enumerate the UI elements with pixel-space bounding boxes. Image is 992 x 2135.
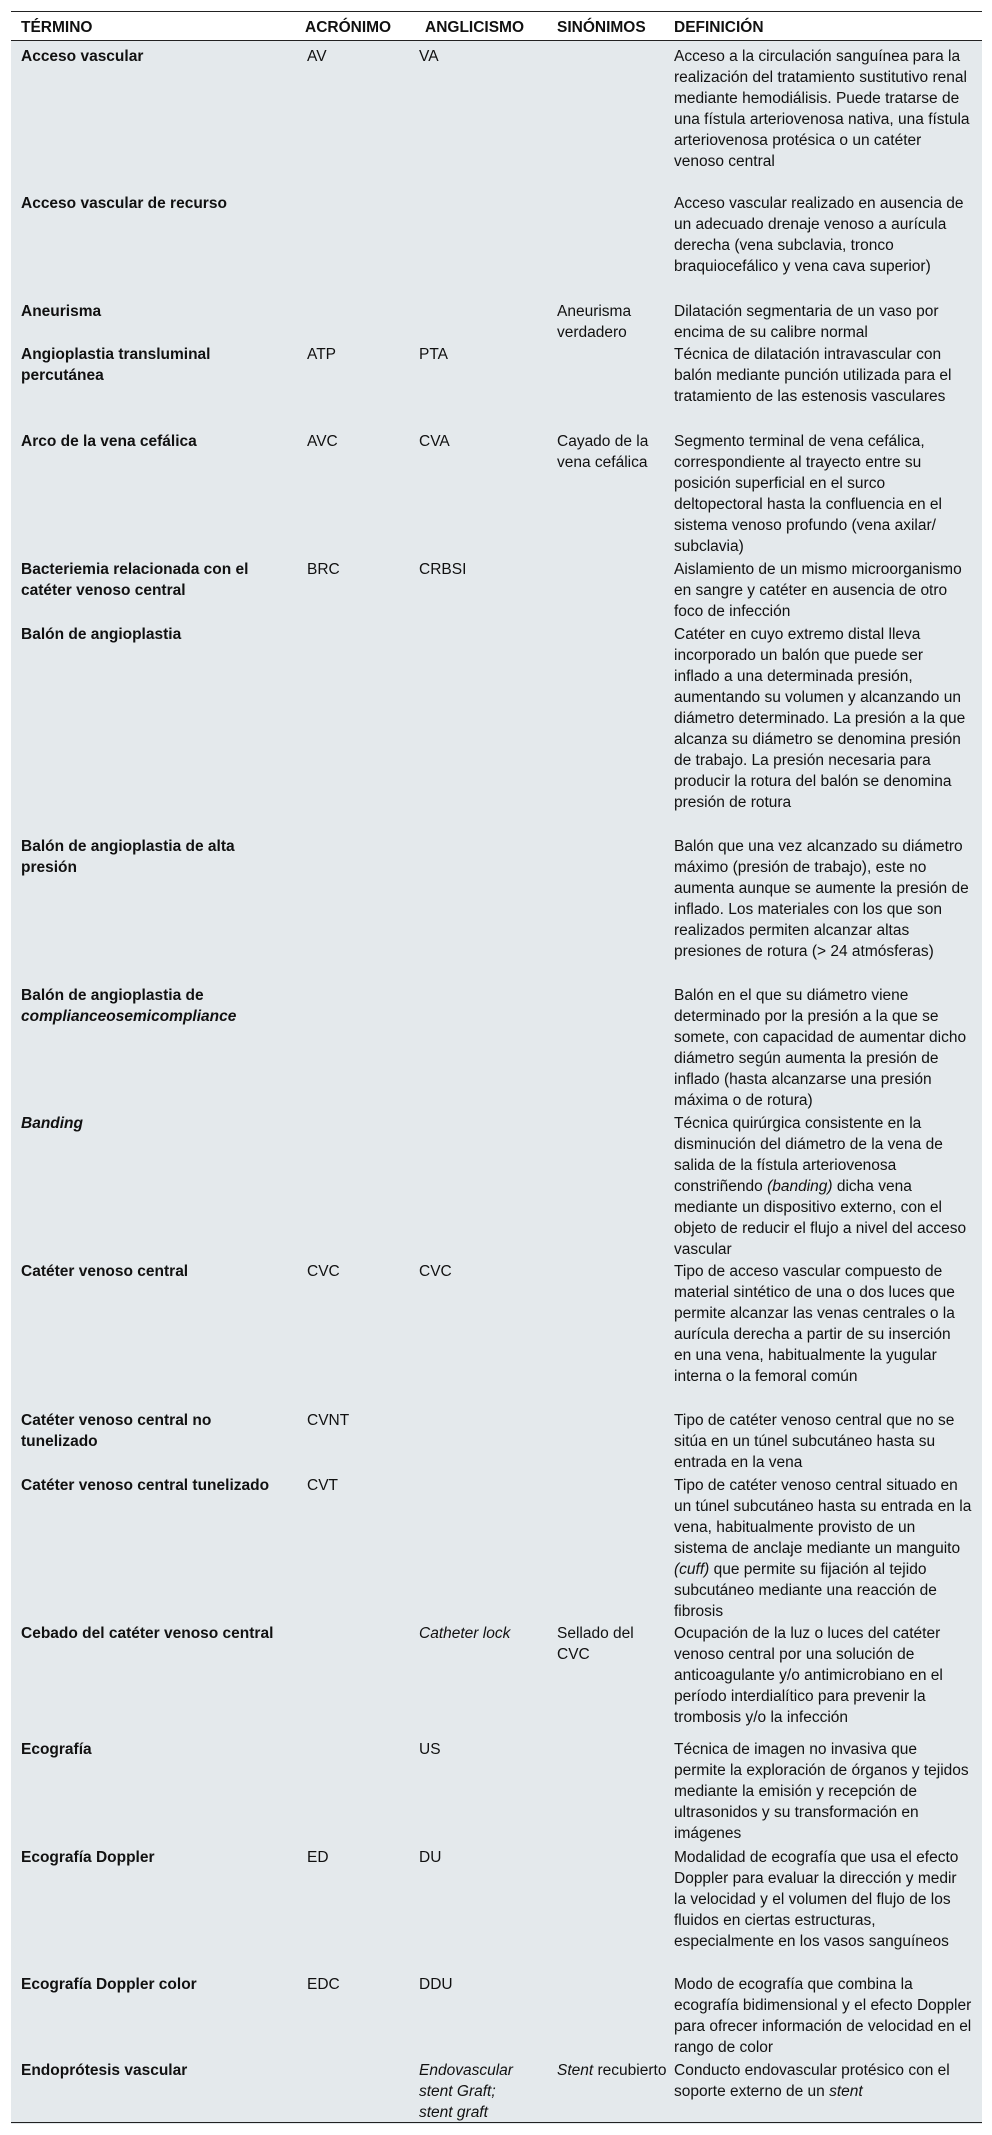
table-header — [11, 11, 982, 41]
term-cell: Bacteriemia relacionada con el catéter venoso central — [21, 561, 249, 599]
definition-cell: Dilatación segmentaria de un vaso por encima de su calibre normal — [674, 303, 939, 341]
anglicism-cell: Endovascular stent Graft; stent graft — [419, 2062, 513, 2121]
definition-cell: Catéter en cuyo extremo distal lleva incorporado un balón que puede ser inflado a una determinada presión, aumentando su volumen y alcanzando un diámetro determinado. La presión a la que alcanza su diámetro se denomina presión de trabajo. La presión necesaria para producir la rotura del balón se denomina presión de rotura — [674, 626, 966, 811]
term-part: o — [106, 1008, 116, 1025]
definition-cell: Acceso a la circulación sanguínea para la realización del tratamiento sustitutivo renal mediante hemodiálisis. Puede tratarse de una fístula arteriovenosa nativa, una fístula arteriovenosa protésica o un catéter venoso central — [674, 48, 970, 170]
anglicism-cell: VA — [419, 48, 439, 65]
term-cell: Cebado del catéter venoso central — [21, 1625, 274, 1642]
term-cell: Catéter venoso central — [21, 1263, 189, 1280]
header-synonyms: SINÓNIMOS — [557, 19, 646, 36]
acronym-cell: CVC — [307, 1263, 340, 1280]
synonyms-cell: Sellado del CVC — [557, 1625, 634, 1663]
acronym-cell: AVC — [307, 433, 338, 450]
definition-part: stent — [829, 2083, 863, 2100]
definition-cell: Ocupación de la luz o luces del catéter venoso central por una solución de anticoagulante y/o antimicrobiano en el período interdialítico para prevenir la trombosis y/o la infección — [674, 1625, 943, 1726]
anglicism-cell: Catheter lock — [419, 1625, 511, 1642]
anglicism-cell: CVA — [419, 433, 450, 450]
acronym-cell: CVT — [307, 1477, 338, 1494]
definition-part: dicha vena mediante un dispositivo externo, con el objeto de reducir el flujo a nivel del acceso vascular — [674, 1178, 967, 1258]
definition-cell — [674, 1113, 972, 1260]
definition-cell: Técnica de dilatación intravascular con balón mediante punción utilizada para el tratamiento de las estenosis vasculares — [674, 346, 952, 405]
term-cell: Ecografía — [21, 1741, 92, 1758]
anglicism-cell: DDU — [419, 1976, 453, 1993]
definition-cell: Balón que una vez alcanzado su diámetro máximo (presión de trabajo), este no aumenta aunque se aumente la presión de inflado. Los materiales con los que son realizados permiten alcanzar altas presiones de rotura (> 24 atmósferas) — [674, 838, 969, 960]
definition-part: (banding) — [767, 1178, 833, 1195]
header-definition: DEFINICIÓN — [674, 19, 764, 36]
term-cell: Aneurisma — [21, 303, 102, 320]
definition-cell — [674, 1475, 972, 1622]
term-cell: Acceso vascular de recurso — [21, 195, 227, 212]
definition-cell — [674, 2060, 972, 2102]
term-cell: Catéter venoso central no tunelizado — [21, 1412, 212, 1450]
synonyms-cell: Cayado de la vena cefálica — [557, 433, 649, 471]
header-anglicism: ANGLICISMO — [425, 19, 525, 36]
definition-part: Tipo de catéter venoso central situado en un túnel subcutáneo hasta su entrada en la vena, habitualmente provisto de un sistema de anclaje mediante un manguito — [674, 1477, 972, 1557]
term-cell: Acceso vascular — [21, 48, 144, 65]
definition-cell: Técnica de imagen no invasiva que permite la exploración de órganos y tejidos mediante la emisión y recepción de ultrasonidos y su transformación en imágenes — [674, 1741, 969, 1842]
definition-cell: Aislamiento de un mismo microorganismo en sangre y catéter en ausencia de otro foco de infección — [674, 561, 962, 620]
term-cell: Arco de la vena cefálica — [21, 433, 197, 450]
acronym-cell: ED — [307, 1849, 329, 1866]
anglicism-cell: DU — [419, 1849, 442, 1866]
synonyms-cell: Aneurisma verdadero — [557, 303, 632, 341]
definition-cell: Modalidad de ecografía que usa el efecto Doppler para evaluar la dirección y medir la velocidad y el volumen del flujo de los fluidos en ciertas estructuras, especialmente en los vasos sanguíneos — [674, 1849, 959, 1950]
term-cell: Endoprótesis vascular — [21, 2062, 188, 2079]
definition-part: (cuff) — [674, 1561, 710, 1578]
definition-cell: Balón en el que su diámetro viene determinado por la presión a la que se somete, con capacidad de aumentar dicho diámetro según aumenta la presión de inflado (hasta alcanzarse una presión máxima o de rotura) — [674, 987, 967, 1109]
term-cell — [21, 985, 286, 1027]
header-term: TÉRMINO — [21, 19, 93, 36]
term-cell: Balón de angioplastia de alta presión — [21, 838, 235, 876]
synonyms-part: Stent — [557, 2062, 594, 2079]
acronym-cell: BRC — [307, 561, 340, 578]
acronym-cell: AV — [307, 48, 327, 65]
synonyms-part: recubierto — [593, 2062, 667, 2079]
acronym-cell: CVNT — [307, 1412, 350, 1429]
glossary-table — [11, 11, 982, 2124]
table-bottom-rule — [11, 2122, 982, 2123]
term-cell: Ecografía Doppler — [21, 1849, 155, 1866]
term-cell: Ecografía Doppler color — [21, 1976, 197, 1993]
term-part: compliance — [21, 1008, 107, 1025]
definition-cell: Tipo de catéter venoso central que no se sitúa en un túnel subcutáneo hasta su entrada en la vena — [674, 1412, 955, 1471]
anglicism-cell: CVC — [419, 1263, 452, 1280]
definition-part: Conducto endovascular protésico con el soporte externo de un — [674, 2062, 950, 2100]
acronym-cell: EDC — [307, 1976, 340, 1993]
acronym-cell: ATP — [307, 346, 336, 363]
term-cell: Catéter venoso central tunelizado — [21, 1477, 270, 1494]
definition-cell: Segmento terminal de vena cefálica, correspondiente al trayecto entre su posición superficial en el surco deltopectoral hasta la confluencia en el sistema venoso profundo (vena axilar/ subclavia) — [674, 433, 942, 555]
definition-cell: Modo de ecografía que combina la ecografía bidimensional y el efecto Doppler para ofrecer información de velocidad en el rango de color — [674, 1976, 972, 2056]
term-cell: Balón de angioplastia — [21, 626, 182, 643]
header-acronym: ACRÓNIMO — [305, 19, 392, 36]
definition-cell: Acceso vascular realizado en ausencia de un adecuado drenaje venoso a aurícula derecha (vena subclavia, tronco braquiocefálico y vena cava superior) — [674, 195, 964, 275]
definition-part: que permite su fijación al tejido subcutáneo mediante una reacción de fibrosis — [674, 1561, 937, 1620]
term-cell: Angioplastia transluminal percutánea — [21, 346, 211, 384]
definition-cell: Tipo de acceso vascular compuesto de material sintético de una o dos luces que permite alcanzar las venas centrales o la aurícula derecha a partir de su inserción en una vena, habitualmente la yugular interna o la femoral común — [674, 1263, 955, 1385]
term-cell: Banding — [21, 1115, 83, 1132]
term-part: semicompliance — [115, 1008, 237, 1025]
term-part: Balón de angioplastia de — [21, 987, 204, 1004]
synonyms-cell — [557, 2060, 667, 2081]
anglicism-cell: CRBSI — [419, 561, 467, 578]
definition-part: Técnica quirúrgica consistente en la disminución del diámetro de la vena de salida de la fístula arteriovenosa constriñendo — [674, 1115, 943, 1195]
anglicism-cell: PTA — [419, 346, 448, 363]
anglicism-cell: US — [419, 1741, 441, 1758]
